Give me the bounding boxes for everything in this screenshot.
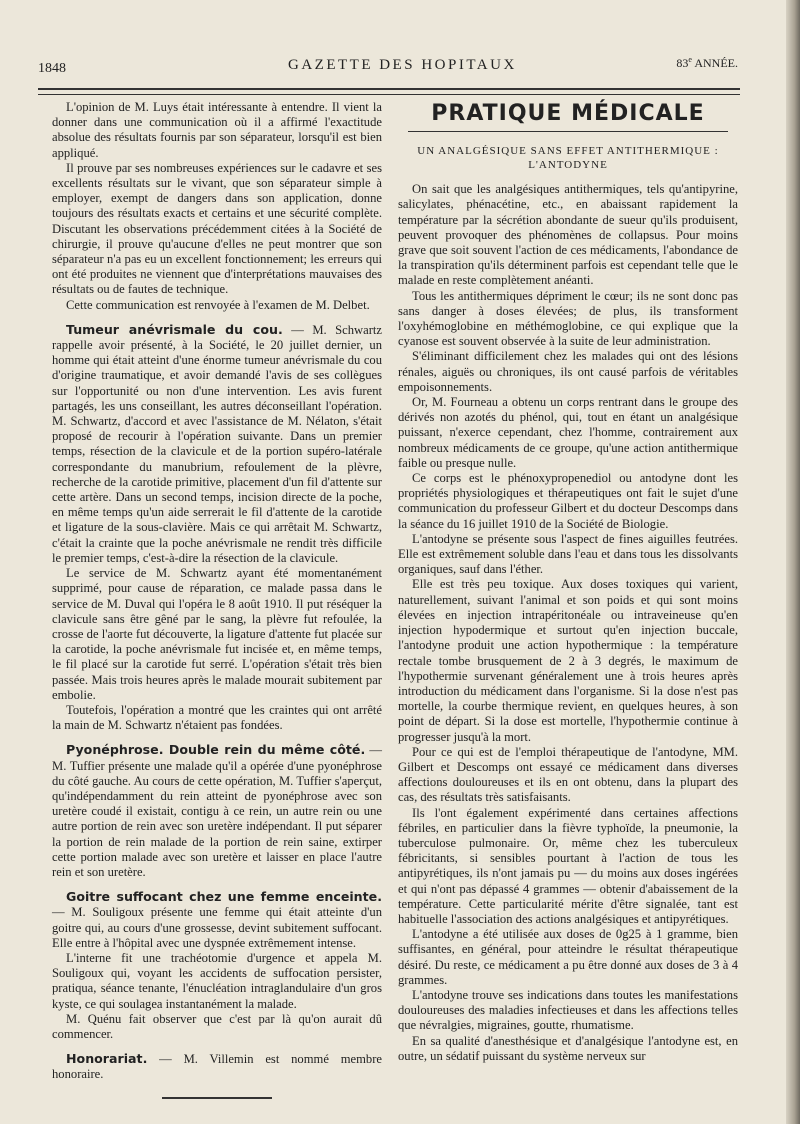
paragraph: Pour ce qui est de l'emploi thérapeutique de l'antodyne, MM. Gilbert et Descomps ont essayé ce médicament dans diverses affections douloureuses et ils en ont obtenu, dans la plupart des cas, des résultats très satisfaisants. [398,744,738,805]
issue-year: 83e ANNÉE. [676,55,738,70]
section-honorariat: Honorariat. — M. Villemin est nommé membre honoraire. [52,1051,382,1082]
left-column [52,100,382,1099]
paragraph: L'antodyne a été utilisée aux doses de 0g25 à 1 gramme, bien suffisantes, en général, pour atteindre le résultat thérapeutique désiré. Du reste, ce médicament a pu être donné aux doses de 3 à 4 grammes. [398,927,738,987]
paragraph: L'interne fit une trachéotomie d'urgence et appela M. Souligoux qui, voyant les accidents de suffocation persister, pratiqua, séance tenante, l'énucléation intraglandulaire d'un gros kyste, ce qui soulagea instantanément la malade. [52,950,382,1011]
header-rule [38,88,740,95]
section-goitre: Goitre suffocant chez une femme enceinte. — M. Souligoux présente une femme qui était atteinte d'un goitre qui, au cours d'une grossesse, devint subitement suffocant. Elle entre à l'hôpital avec une dyspnée extrêmement intense. [52,889,382,950]
paragraph: Ce corps est le phénoxypropenediol ou antodyne dont les propriétés physiologiques et thérapeutiques ont fait le sujet d'une communication du professeur Gilbert et du docteur Descomps dans la séance du 16 juillet 1910 de la Société de Biologie. [398,471,738,531]
section-heading: Goitre suffocant chez une femme enceinte. [66,889,382,905]
paragraph: En sa qualité d'anesthésique et d'analgésique l'antodyne est, en outre, un sédatif puissant du système nerveux sur [398,1033,738,1063]
paragraph: Or, M. Fourneau a obtenu un corps rentrant dans le groupe des dérivés non azotés du phénol, qui, tout en étant un analgésique puissant, n'exerce cependant, chez l'homme, contrairement aux nombreux médicaments de ce groupe, qu'une action antithermique faible ou presque nulle. [398,395,738,470]
page-header [38,55,738,81]
paragraph: L'opinion de M. Luys était intéressante à entendre. Il vient la donner dans une communication où il a affirmé l'exactitude absolue des résultats fournis par son séparateur, lorsqu'il est bien appliqué. [52,100,382,160]
paragraph: Tous les antithermiques dépriment le cœur; ils ne sont donc pas sans danger à doses élevées; de plus, ils transforment l'oxyhémoglobine en méthémoglobine, ce qui explique que la cyanose est souvent observée à la suite de leur administration. [398,288,738,349]
section-heading: Tumeur anévrismale du cou. [66,321,283,337]
page-binding-edge [786,0,800,1124]
paragraph: Toutefois, l'opération a montré que les craintes qui ont arrêté la main de M. Schwartz n'étaient pas fondées. [52,702,382,733]
end-ornament [162,1097,272,1099]
section-title: PRATIQUE MÉDICALE [431,101,705,126]
page-number: 1848 [38,61,66,76]
section-pyonephrose: Pyonéphrose. Double rein du même côté. — M. Tuffier présente une malade qu'il a opérée d'une pyonéphrose du côté gauche. Au cours de cette opération, M. Tuffier s'aperçut, qu'indépendamment du rein atteint de pyonéphrose avec son uretère coudé il existait, contigu à ce rein, un autre rein ou une autre portion de rein avec son uretère indépendant. Il put séparer la portion de rein malade de la portion de rein saine, extirper cette portion malade avec son uretère et laisser en place l'autre rein et son uretère. [52,742,383,879]
section-heading: Honorariat. [66,1051,148,1067]
paragraph: S'éliminant difficilement chez les malades qui ont des lésions rénales, aiguës ou chroniques, ils ont causé parfois de véritables empoisonnements. [398,349,738,394]
paragraph: Elle est très peu toxique. Aux doses toxiques qui varient, naturellement, suivant l'animal et son poids et qui sont moins élevées en injection intrapéritonéale ou intraveineuse qu'en injection hypodermique et surtout qu'en injection buccale, l'antodyne produit une action hypothermique : la température rectale tombe brusquement de 2 à 3 degrés, le maximum de l'hypothermie survenant généralement une à trois heures après introduction du médicament dans l'organisme. Si la dose n'est pas mortelle, la courbe thermique revient, en quelques heures, à son point de départ. Si la dose est mortelle, l'hypothermie continue à progresser jusqu'à la mort. [398,577,738,744]
paragraph: Cette communication est renvoyée à l'examen de M. Delbet. [66,297,370,312]
paragraph: Le service de M. Schwartz ayant été momentanément supprimé, pour cause de réparation, ce malade passa dans le service de M. Duval qui l'opéra le 8 août 1910. Il put réséquer la clavicule sans être gêné par le sang, la plèvre fut refoulée, la crosse de l'aorte fut découverte, la ligature d'attente fut placée sur la carotide, la poche anévrismale fut incisée et, en même temps, le fil placé sur la carotide fut serré. L'opération s'était très bien passée. Mais trois heures après le malade mourait subitement par embolie. [52,566,382,702]
paragraph: M. Quénu fait observer que c'est par là qu'on aurait dû commencer. [52,1011,382,1041]
paragraph: Ils l'ont également expérimenté dans certaines affections fébriles, en particulier dans la fièvre typhoïde, la pneumonie, la tuberculose pulmonaire. Or, même chez les tuberculeux fébricitants, si sensibles pourtant à l'action de tous les antipyrétiques, ils n'ont jamais pu — du moins aux doses ingérées et qui n'ont pas dépassé 4 grammes — obtenir d'abaissement de la température. Cette particularité mérite d'être signalée, tant est habituelle l'association des actions analgésiques et antipyrétiques. [398,805,738,926]
section-tumeur: Tumeur anévrismale du cou. — M. Schwartz rappelle avoir présenté, à la Société, le 20 juillet dernier, un homme qui était atteint d'une énorme tumeur anévrismale du cou d'origine traumatique, et avoir demandé l'avis de ses collègues sur l'opportunité ou non d'une intervention. Les avis furent partagés, les uns conseillant, les autres déconseillant l'opération. M. Schwartz, d'accord et avec l'assistance de M. Nélaton, s'était proposé de recourir à l'opération suivante. Dans un premier temps, résection de la clavicule et de la portion supéro-latérale correspondante du manubrium, refoulement de la plèvre, recherche de la carotide primitive, placement d'un fil d'attente sur cette artère. Dans un second temps, incision directe de la poche, en même temps qu'un aide serrerait le fil d'attente de la carotide et ligature de la sous-clavière. Mais ce qui arrêtait M. Schwartz, c'était la crainte que la poche anévrismale ne rendit très difficile le premier temps, c'est-à-dire la résection de la clavicule. [52,321,383,565]
right-column [398,100,738,1064]
journal-title: GAZETTE DES HOPITAUX [288,57,517,73]
paragraph: L'antodyne trouve ses indications dans toutes les manifestations douloureuses des maladies infectieuses et dans les affections telles que névralgies, migraines, goutte, rhumatisme. [398,987,738,1033]
section-heading: Pyonéphrose. Double rein du même côté. [66,742,366,758]
title-rule [408,131,728,132]
paragraph: On sait que les analgésiques antithermiques, tels qu'antipyrine, salicylates, phénacétine, etc., en abaissant rapidement la température par la sécrétion abondante de sueur qu'ils produisent, peuvent provoquer des phénomènes de collapsus. Pour moins grave que soit souvent l'action de ces médicaments, l'abondance de la transpiration qu'ils déterminent parfois est cependant telle que le malade en reste complètement anéanti. [398,182,738,288]
paragraph: L'antodyne se présente sous l'aspect de fines aiguilles feutrées. Elle est extrêmement soluble dans l'eau et dans tous les dissolvants organiques, sauf dans l'éther. [398,531,738,577]
article-subtitle: UN ANALGÉSIQUE SANS EFFET ANTITHERMIQUE : L'ANTODYNE [417,145,719,172]
paragraph: Il prouve par ses nombreuses expériences sur le cadavre et ses excellents résultats sur le vivant, que son séparateur simple à employer, exempt de dangers dans son application, donne toujours des résultats exacts et certains et une sécurité complète. Discutant les observations précédemment citées à la Société de chirurgie, il prouve qu'aucune d'elles ne peut montrer que son séparateur n'a pas eu un excellent fonctionnement; les erreurs qui ont été produites ne viennent que d'interprétations mauvaises des résultats ou de fautes de technique. [52,160,382,297]
